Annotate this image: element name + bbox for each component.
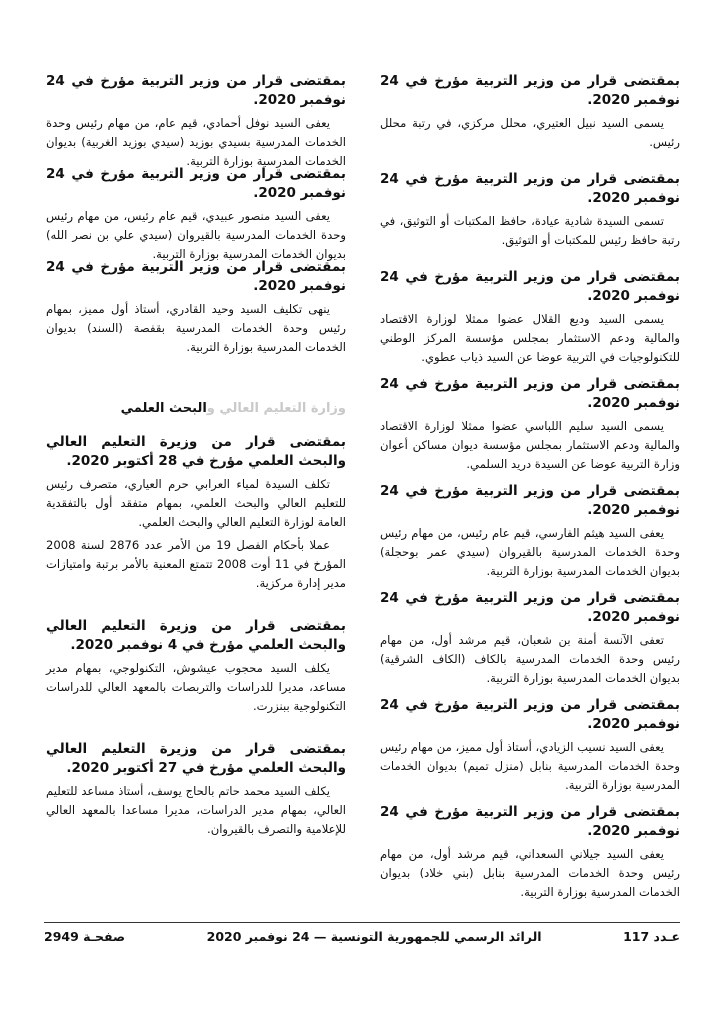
section-title-visible: البحث العلمي <box>120 401 207 416</box>
decree-text: يعفى السيد منصور عبيدي، قيم عام رئيس، من مهام رئيس وحدة الخدمات المدرسية بالقيروان (سيدي علي بن نصر الله) بديوان الخدمات المدرسية بوزارة التربية. <box>46 209 346 261</box>
decree-heading: بمقتضى قرار من وزير التربية مؤرخ في 24 نوفمبر 2020. <box>380 376 680 411</box>
decree-entry <box>380 803 680 910</box>
decree-entry <box>46 258 346 354</box>
decree-entry <box>46 165 346 261</box>
decree-entry <box>46 433 346 593</box>
ministry-section-title <box>46 361 346 433</box>
decree-entry <box>46 617 346 716</box>
decree-entry <box>380 268 680 375</box>
decree-heading: بمقتضى قرار من وزير التربية مؤرخ في 24 نوفمبر 2020. <box>380 590 680 625</box>
decree-heading: بمقتضى قرار من وزير التربية مؤرخ في 24 نوفمبر 2020. <box>46 166 346 201</box>
spacer <box>46 716 346 740</box>
decree-text: يكلف السيد محجوب عيشوش، التكنولوجي، بمهام مدير مساعد، مديرا للدراسات والتربصات بالمعهد العالي للدراسات التكنولوجية ببنزرت. <box>46 661 346 713</box>
decree-text: تكلف السيدة لمياء العرابي حرم العياري، متصرف رئيس للتعليم العالي والبحث العلمي، بمهام متفقد أول بالتفقدية العامة لوزارة التعليم العالي والبحث العلمي. <box>46 477 346 529</box>
decree-entry <box>46 72 346 168</box>
decree-text: يسمى السيد سليم اللباسي عضوا ممثلا لوزارة الاقتصاد والمالية ودعم الاستثمار بمجلس مؤسسة ديوان مساكن أعوان وزارة التربية عوضا عن السيدة دريد السلمي. <box>380 419 680 471</box>
decree-text: يعفى السيد نسيب الزيادي، أستاذ أول مميز، من مهام رئيس وحدة الخدمات المدرسية بنابل (منزل تميم) بديوان الخدمات المدرسية بوزارة التربية. <box>380 740 680 792</box>
decree-text: عملا بأحكام الفصل 19 من الأمر عدد 2876 لسنة 2008 المؤرخ في 11 أوت 2008 تتمتع المعنية بالأمر برتبة وامتيازات مدير إدارة مركزية. <box>46 538 347 590</box>
decree-heading: بمقتضى قرار من وزيرة التعليم العالي والبحث العلمي مؤرخ في 4 نوفمبر 2020. <box>46 618 346 653</box>
decree-heading: بمقتضى قرار من وزيرة التعليم العالي والبحث العلمي مؤرخ في 28 أكتوبر 2020. <box>46 434 346 469</box>
decree-heading: بمقتضى قرار من وزير التربية مؤرخ في 24 نوفمبر 2020. <box>380 171 680 206</box>
decree-heading: بمقتضى قرار من وزيرة التعليم العالي والبحث العلمي مؤرخ في 27 أكتوبر 2020. <box>46 741 346 776</box>
page-number: صفحـة 2949 <box>44 929 126 944</box>
decree-entry <box>46 740 346 839</box>
decree-text: يعفى السيد هيثم الفارسي، قيم عام رئيس، من مهام رئيس وحدة الخدمات المدرسية بالقيروان (سيدي عمر بوحجلة) بديوان الخدمات المدرسية بوزارة التربية. <box>380 526 680 578</box>
decree-text: يعفى السيد نوفل أحمادي، قيم عام، من مهام رئيس وحدة الخدمات المدرسية بسيدي بوزيد (سيدي بوزيد الغربية) بديوان الخدمات المدرسية بوزارة التربية. <box>46 116 346 168</box>
decree-heading: بمقتضى قرار من وزير التربية مؤرخ في 24 نوفمبر 2020. <box>380 269 680 304</box>
decree-heading: بمقتضى قرار من وزير التربية مؤرخ في 24 نوفمبر 2020. <box>380 483 680 518</box>
page-footer <box>44 922 680 944</box>
issue-number: عـدد 117 <box>623 929 680 944</box>
decree-heading: بمقتضى قرار من وزير التربية مؤرخ في 24 نوفمبر 2020. <box>46 259 346 294</box>
decree-text: تعفى الآنسة أمنة بن شعبان، قيم مرشد أول، من مهام رئيس وحدة الخدمات المدرسية بالكاف (الكاف الشرقية) بديوان الخدمات المدرسية بوزارة التربية. <box>380 633 680 685</box>
decree-text: يكلف السيد محمد حاتم بالحاج يوسف، أستاذ مساعد للتعليم العالي، بمهام مدير الدراسات، مديرا مساعدا بالمعهد العالي للإعلامية والتصرف بالقيروان. <box>46 784 346 836</box>
decree-entry <box>380 375 680 482</box>
spacer <box>46 593 346 617</box>
decree-entry <box>380 696 680 803</box>
left-column <box>46 72 346 839</box>
decree-entry <box>380 589 680 696</box>
decree-heading: بمقتضى قرار من وزير التربية مؤرخ في 24 نوفمبر 2020. <box>380 804 680 839</box>
journal-title: الرائد الرسمي للجمهورية التونسية — 24 نوفمبر 2020 <box>206 929 542 944</box>
decree-entry <box>380 72 680 170</box>
decree-text: يسمى السيد نبيل العتيري، محلل مركزي، في رتبة محلل رئيس. <box>380 116 680 149</box>
decree-heading: بمقتضى قرار من وزير التربية مؤرخ في 24 نوفمبر 2020. <box>380 73 680 108</box>
decree-heading: بمقتضى قرار من وزير التربية مؤرخ في 24 نوفمبر 2020. <box>380 697 680 732</box>
decree-text: يعفى السيد جيلاني السعداني، قيم مرشد أول، من مهام رئيس وحدة الخدمات المدرسية بنابل (بني خلاد) بديوان الخدمات المدرسية بوزارة التربية. <box>380 847 680 899</box>
decree-entry <box>380 482 680 589</box>
section-title-faded: وزارة التعليم العالي و <box>206 401 346 416</box>
decree-text: تسمى السيدة شادية عيادة، حافظ المكتبات أو التوثيق، في رتبة حافظ رئيس للمكتبات أو التوثيق. <box>380 214 680 247</box>
decree-heading: بمقتضى قرار من وزير التربية مؤرخ في 24 نوفمبر 2020. <box>46 73 346 108</box>
decree-entry <box>380 170 680 268</box>
right-column <box>380 72 680 910</box>
decree-text: ينهى تكليف السيد وحيد القادري، أستاذ أول مميز، بمهام رئيس وحدة الخدمات المدرسية بقفصة (السند) بديوان الخدمات المدرسية بوزارة التربية. <box>46 302 346 354</box>
decree-text: يسمى السيد وديع القلال عضوا ممثلا لوزارة الاقتصاد والمالية ودعم الاستثمار بمجلس مؤسسة المركز الوطني للتكنولوجيات في التربية عوضا عن السيد ذياب عطوي. <box>380 312 680 364</box>
